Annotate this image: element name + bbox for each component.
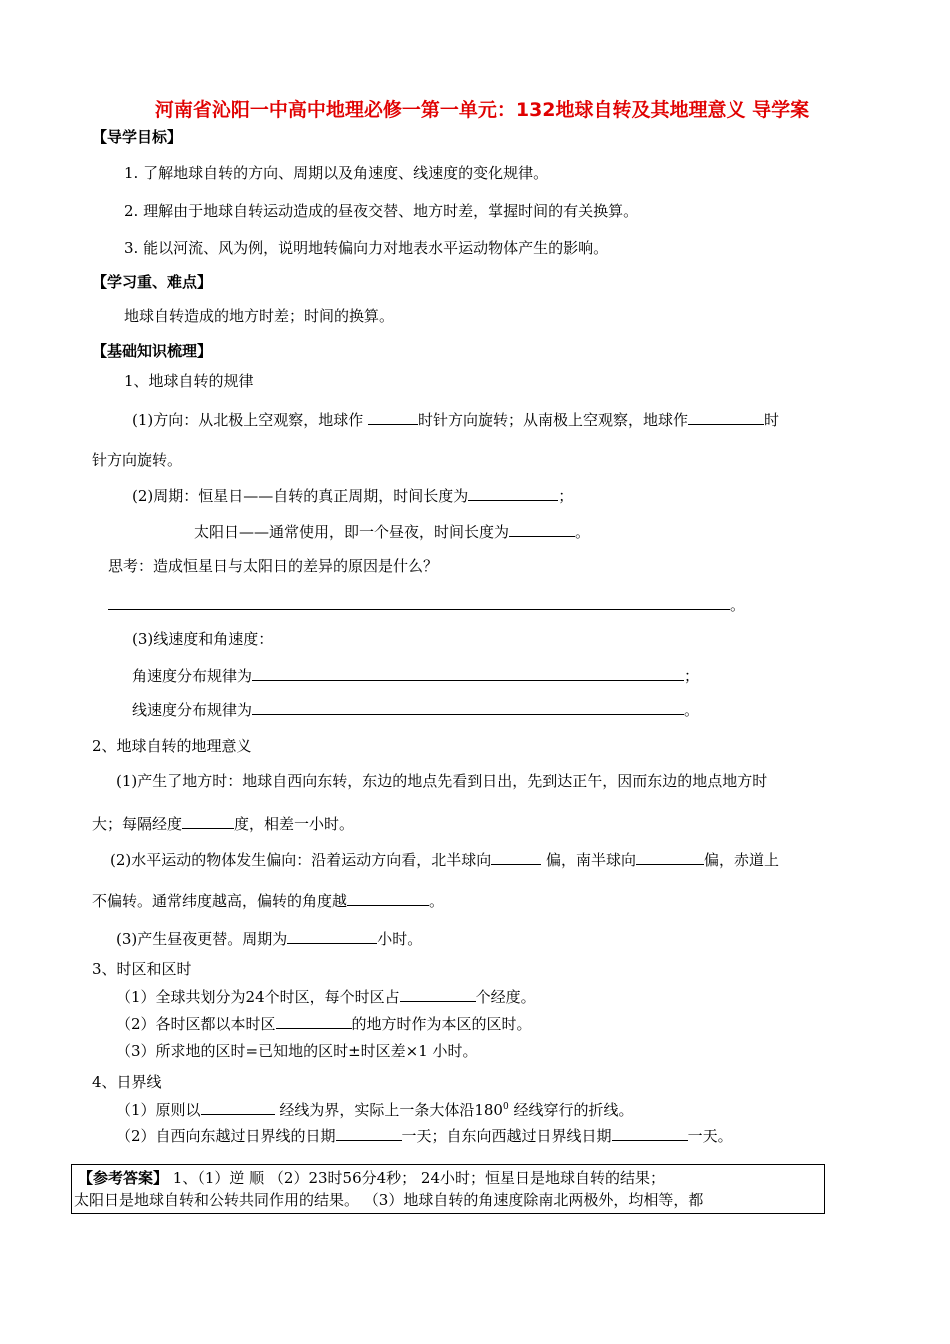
dateline-text-2b: 一天；自东向西越过日界线日期 bbox=[401, 1127, 612, 1145]
goal-item: 3. 能以河流、风为例，说明地转偏向力对地表水平运动物体产生的影响。 bbox=[124, 239, 609, 257]
think-question: 思考：造成恒星日与太阳日的差异的原因是什么？ bbox=[108, 557, 439, 575]
blank-south-direction[interactable] bbox=[688, 409, 764, 425]
sidereal-line bbox=[132, 485, 573, 506]
blank-north-deflection[interactable] bbox=[491, 849, 541, 865]
blank-central-meridian[interactable] bbox=[276, 1013, 352, 1029]
timezone-text-1a: （1）全球共划分为24个时区，每个时区占 bbox=[116, 988, 400, 1006]
blank-north-direction[interactable] bbox=[368, 409, 418, 425]
dateline-line-1 bbox=[116, 1097, 633, 1120]
dateline-text-2a: （2）自西向东越过日界线的日期 bbox=[116, 1127, 336, 1145]
answer-label: 【参考答案】 bbox=[78, 1169, 169, 1187]
linear-text: 线速度分布规律为 bbox=[132, 701, 253, 719]
deflection-text-c: 偏，赤道上 bbox=[704, 851, 780, 869]
basics-heading: 【基础知识梳理】 bbox=[92, 342, 213, 360]
deflection-text-d: 不偏转。通常纬度越高，偏转的角度越 bbox=[92, 892, 348, 910]
deflection-text-b: 偏，南半球向 bbox=[541, 851, 637, 869]
part4-heading: 4、日界线 bbox=[92, 1073, 162, 1091]
angular-end: ； bbox=[684, 667, 700, 685]
blank-deflection-degree[interactable] bbox=[347, 890, 429, 906]
direction-line-cont: 针方向旋转。 bbox=[92, 451, 183, 469]
blank-solar-day[interactable] bbox=[509, 521, 575, 537]
blank-zone-width[interactable] bbox=[400, 986, 476, 1002]
blank-angular-velocity[interactable] bbox=[252, 665, 684, 681]
solar-end: 。 bbox=[575, 523, 591, 541]
blank-sidereal-day[interactable] bbox=[468, 485, 558, 501]
local-time-line: (1)产生了地方时：地球自西向东转，东边的地点先看到日出，先到达正午，因而东边的地点地方时 bbox=[116, 772, 768, 790]
linear-line bbox=[132, 699, 699, 720]
day-night-line bbox=[116, 928, 422, 949]
direction-text-b: 时针方向旋转；从南极上空观察，地球作 bbox=[418, 411, 689, 429]
answer-box bbox=[71, 1164, 825, 1214]
timezone-text-1b: 个经度。 bbox=[475, 988, 536, 1006]
dateline-text-1a: （1）原则以 bbox=[116, 1101, 201, 1119]
blank-longitude-degrees[interactable] bbox=[182, 813, 234, 829]
dateline-line-2 bbox=[116, 1125, 733, 1146]
direction-line bbox=[132, 409, 779, 430]
linear-end: 。 bbox=[684, 701, 700, 719]
blank-linear-velocity[interactable] bbox=[252, 699, 684, 715]
blank-dateline-meridian[interactable] bbox=[201, 1099, 275, 1115]
local-time-text-c: 度，相差一小时。 bbox=[234, 815, 355, 833]
key-heading: 【学习重、难点】 bbox=[92, 273, 213, 291]
blank-west-to-east[interactable] bbox=[336, 1125, 402, 1141]
goals-heading: 【导学目标】 bbox=[92, 128, 183, 146]
key-text: 地球自转造成的地方时差；时间的换算。 bbox=[124, 307, 395, 325]
sidereal-text: (2)周期：恒星日——自转的真正周期，时间长度为 bbox=[132, 487, 469, 505]
dateline-text-1b: 经线为界，实际上一条大体沿180 bbox=[274, 1101, 503, 1119]
blank-think-answer[interactable] bbox=[108, 594, 730, 610]
sidereal-end: ； bbox=[558, 487, 574, 505]
timezone-text-2a: （2）各时区都以本时区 bbox=[116, 1015, 276, 1033]
goal-item: 2. 理解由于地球自转运动造成的昼夜交替、地方时差，掌握时间的有关换算。 bbox=[124, 202, 639, 220]
timezone-text-2b: 的地方时作为本区的区时。 bbox=[351, 1015, 532, 1033]
timezone-line-2 bbox=[116, 1013, 532, 1034]
answer-text-1: 1、（1）逆 顺 （2）23时56分4秒； 24小时；恒星日是地球自转的结果； bbox=[168, 1169, 666, 1187]
think-answer-line bbox=[108, 594, 745, 615]
blank-day-night-period[interactable] bbox=[287, 928, 377, 944]
deflection-text-e: 。 bbox=[429, 892, 445, 910]
deflection-text-a: (2)水平运动的物体发生偏向：沿着运动方向看，北半球向 bbox=[110, 851, 492, 869]
speed-heading: (3)线速度和角速度： bbox=[132, 630, 274, 648]
local-time-line-cont bbox=[92, 813, 354, 834]
part2-heading: 2、地球自转的地理意义 bbox=[92, 737, 252, 755]
answer-line-2: 太阳日是地球自转和公转共同作用的结果。 （3）地球自转的角速度除南北两极外，均相等，都 bbox=[74, 1191, 704, 1209]
timezone-line-3: （3）所求地的区时=已知地的区时±时区差×1 小时。 bbox=[116, 1042, 478, 1060]
local-time-text-b: 大；每隔经度 bbox=[92, 815, 183, 833]
angular-line bbox=[132, 665, 699, 686]
day-night-text-b: 小时。 bbox=[377, 930, 423, 948]
dateline-text-2c: 一天。 bbox=[687, 1127, 733, 1145]
direction-text-a: (1)方向：从北极上空观察，地球作 bbox=[132, 411, 369, 429]
direction-text-c: 时 bbox=[764, 411, 780, 429]
angular-text: 角速度分布规律为 bbox=[132, 667, 253, 685]
solar-text: 太阳日——通常使用，即一个昼夜，时间长度为 bbox=[194, 523, 510, 541]
solar-line bbox=[194, 521, 590, 542]
answer-line-1 bbox=[78, 1168, 665, 1188]
part3-heading: 3、时区和区时 bbox=[92, 960, 192, 978]
degree-sup: 0 bbox=[502, 1102, 509, 1112]
document-title: 河南省沁阳一中高中地理必修一第一单元：132地球自转及其地理意义 导学案 bbox=[154, 99, 810, 121]
blank-east-to-west[interactable] bbox=[612, 1125, 688, 1141]
deflection-line-cont bbox=[92, 890, 444, 911]
blank-south-deflection[interactable] bbox=[636, 849, 704, 865]
dateline-text-1c: 经线穿行的折线。 bbox=[508, 1101, 634, 1119]
goal-item: 1. 了解地球自转的方向、周期以及角速度、线速度的变化规律。 bbox=[124, 164, 549, 182]
day-night-text-a: (3)产生昼夜更替。周期为 bbox=[116, 930, 288, 948]
deflection-line bbox=[110, 849, 779, 870]
timezone-line-1 bbox=[116, 986, 536, 1007]
think-end: 。 bbox=[730, 596, 746, 614]
part1-heading: 1、地球自转的规律 bbox=[124, 372, 254, 390]
